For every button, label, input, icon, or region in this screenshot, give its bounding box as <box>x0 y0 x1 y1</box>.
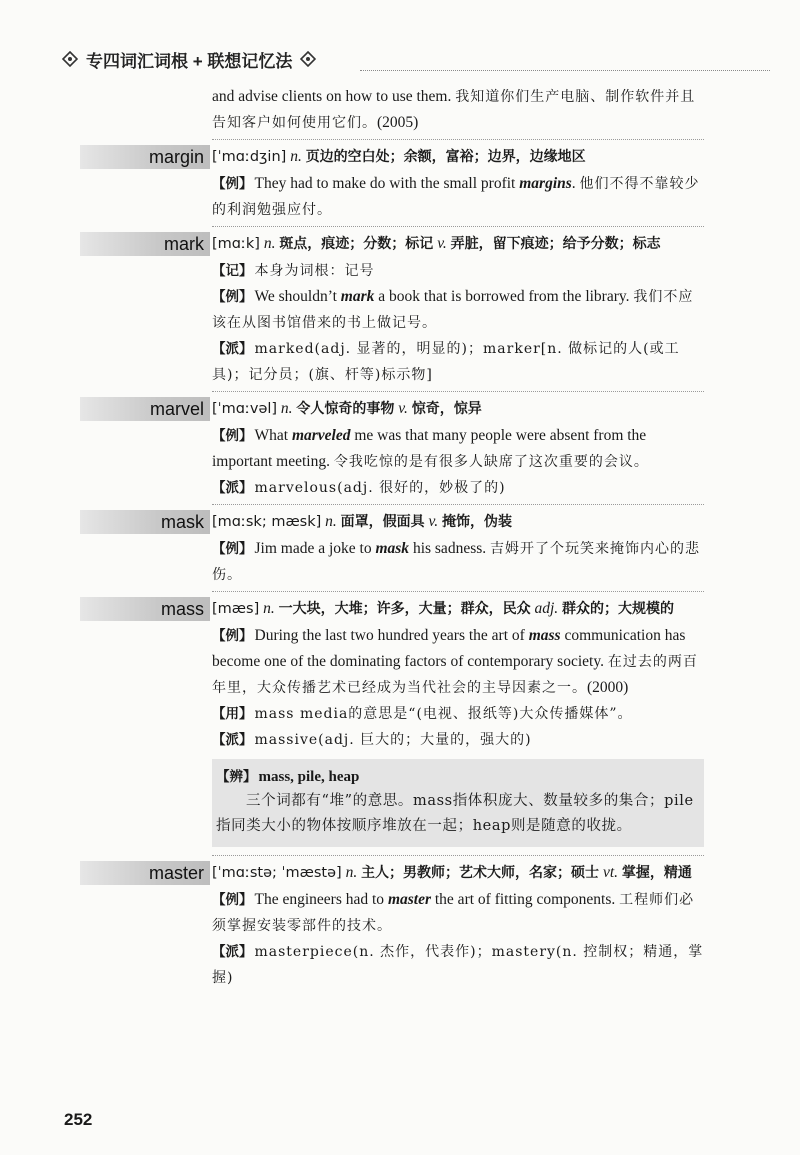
definition-text: 群众的；大规模的 <box>562 601 675 617</box>
example-text: his sadness. <box>412 540 487 557</box>
example-label: 【例】 <box>212 289 253 305</box>
example-translation: 吉姆开了个玩笑来掩饰内心的悲伤。 <box>212 541 701 583</box>
derived-label: 【派】 <box>212 480 253 496</box>
example-translation: 在过去的两百年里，大众传播艺术已经成为当代社会的主导因素之一。 <box>212 654 698 696</box>
example-label: 【例】 <box>212 428 253 444</box>
definition-text: 面罩，假面具 <box>340 514 425 530</box>
definition-text: 一大块，大堆；许多，大量；群众，民众 <box>278 601 531 617</box>
definition-text: 页边的空白处；余额，富裕；边界，边缘地区 <box>305 149 586 165</box>
usage-mass <box>212 701 704 727</box>
memory-label: 【记】 <box>212 263 253 279</box>
distinguish-words: mass, pile, heap <box>258 769 360 785</box>
derived-label: 【派】 <box>212 341 253 357</box>
distinguish-title <box>216 765 700 789</box>
example-text: . <box>571 175 576 192</box>
entry-margin <box>148 139 704 223</box>
part-of-speech: v. <box>398 400 408 417</box>
headword-master: master <box>80 861 210 885</box>
example-margin <box>212 171 704 223</box>
pronunciation: [mɑːk] <box>212 236 260 252</box>
example-text: Jim made a joke to <box>254 540 372 557</box>
example-label: 【例】 <box>212 892 253 908</box>
definition-margin <box>212 143 704 171</box>
intro-paragraph <box>212 84 704 136</box>
part-of-speech: adj. <box>534 600 559 617</box>
definition-text: 令人惊奇的事物 <box>296 401 395 417</box>
intro-year: (2005) <box>377 114 419 131</box>
derived-label: 【派】 <box>212 732 253 748</box>
example-marvel <box>212 423 704 475</box>
example-keyword: master <box>387 891 431 908</box>
example-master <box>212 887 704 939</box>
derived-text: marked(adj. 显著的，明显的)；marker[n. 做标记的人(或工具)；记分员；(旗、杆等)标示物] <box>212 341 680 383</box>
example-keyword: margins <box>519 175 572 192</box>
memory-mark <box>212 258 704 284</box>
derived-text: masterpiece(n. 杰作，代表作)；mastery(n. 控制权；精通，掌握) <box>212 944 704 986</box>
example-mass <box>212 623 704 701</box>
part-of-speech: n. <box>325 513 337 530</box>
part-of-speech: n. <box>345 864 358 881</box>
example-translation: 令我吃惊的是有很多人缺席了这次重要的会议。 <box>333 454 649 470</box>
usage-text: mass media的意思是“(电视、报纸等)大众传播媒体”。 <box>254 706 633 722</box>
example-mask <box>212 536 704 588</box>
diamond-ornament-icon <box>62 51 78 67</box>
example-translation: 我们不应该在从图书馆借来的书上做记号。 <box>212 289 694 331</box>
example-year: (2000) <box>587 679 629 696</box>
entry-master <box>148 855 704 991</box>
example-keyword: mask <box>375 540 410 557</box>
example-text: the art of fitting components. <box>434 891 616 908</box>
intro-english: and advise clients on how to use them. <box>212 88 452 105</box>
derived-mass <box>212 727 704 753</box>
example-keyword: mark <box>340 288 375 305</box>
usage-label: 【用】 <box>212 706 253 722</box>
definition-text: 掩饰，伪装 <box>442 514 513 530</box>
pronunciation: [ˈmɑːvəl] <box>212 401 278 417</box>
distinguish-box <box>212 759 704 847</box>
definition-marvel <box>212 395 704 423</box>
derived-text: massive(adj. 巨大的；大量的，强大的) <box>254 732 532 748</box>
definition-text: 惊奇，惊异 <box>411 401 482 417</box>
example-label: 【例】 <box>212 176 253 192</box>
part-of-speech: n. <box>280 400 293 417</box>
example-text: a book that is borrowed from the library. <box>378 288 630 305</box>
definition-master <box>212 859 704 887</box>
example-label: 【例】 <box>212 628 253 644</box>
headword-mark: mark <box>80 232 210 256</box>
pronunciation: [ˈmɑːstə; ˈmæstə] <box>212 865 342 881</box>
distinguish-body: 三个词都有“堆”的意思。mass指体积庞大、数量较多的集合；pile指同类大小的物体按顺序堆放在一起；heap则是随意的收拢。 <box>216 793 694 834</box>
example-text: The engineers had to <box>254 891 385 908</box>
entry-marvel <box>149 391 704 501</box>
example-keyword: marveled <box>291 427 351 444</box>
entry-mark <box>164 226 704 388</box>
headword-mass: mass <box>80 597 210 621</box>
example-keyword: mass <box>528 627 561 644</box>
derived-label: 【派】 <box>212 944 253 960</box>
example-translation: 工程师们必须掌握安装零部件的技术。 <box>212 892 695 934</box>
headword-margin: margin <box>80 145 210 169</box>
derived-master <box>212 939 704 991</box>
distinguish-label: 【辨】 <box>216 769 257 785</box>
part-of-speech: v. <box>437 235 447 252</box>
entry-mass <box>160 591 704 847</box>
example-text: What <box>254 427 289 444</box>
intro-chinese: 我知道你们生产电脑、制作软件并且告知客户如何使用它们。 <box>212 89 696 131</box>
derived-mark <box>212 336 704 388</box>
example-text: They had to make do with the small profit <box>254 175 516 192</box>
derived-text: marvelous(adj. 很好的，妙极了的) <box>254 480 506 496</box>
definition-mark <box>212 230 704 258</box>
part-of-speech: vt. <box>602 864 618 881</box>
example-translation: 他们不得不靠较少的利润勉强应付。 <box>212 176 700 218</box>
definition-text: 斑点，痕迹；分数；标记 <box>279 236 434 252</box>
definition-text: 掌握，精通 <box>621 865 692 881</box>
dictionary-content <box>148 84 704 991</box>
page-number: 252 <box>64 1110 93 1129</box>
header-dotted-rule <box>360 70 770 71</box>
pronunciation: [mæs] <box>212 601 260 617</box>
headword-mask: mask <box>80 510 210 534</box>
definition-text: 主人；男教师；艺术大师，名家；硕士 <box>361 865 600 881</box>
example-text: communication has become one of the dominating factors of contemporary society. <box>212 627 686 670</box>
example-text: me was that many people were absent from the important meeting. <box>212 427 647 470</box>
part-of-speech: n. <box>263 235 276 252</box>
memory-text: 本身为词根：记号 <box>254 263 375 279</box>
example-mark <box>212 284 704 336</box>
part-of-speech: n. <box>263 600 275 617</box>
example-text: During the last two hundred years the art of <box>254 627 525 644</box>
definition-mask <box>212 508 704 536</box>
pronunciation: [ˈmɑːdʒin] <box>212 149 287 165</box>
part-of-speech: n. <box>290 148 302 165</box>
headword-marvel: marvel <box>80 397 210 421</box>
diamond-ornament-icon <box>300 51 316 67</box>
derived-marvel <box>212 475 704 501</box>
pronunciation: [mɑːsk; mæsk] <box>212 514 322 530</box>
definition-mass <box>212 595 704 623</box>
entry-mask <box>160 504 704 588</box>
header-title: 专四词汇词根 + 联想记忆法 <box>86 51 293 71</box>
example-label: 【例】 <box>212 541 253 557</box>
part-of-speech: v. <box>428 513 439 530</box>
definition-text: 弄脏，留下痕迹；给予分数；标志 <box>450 236 661 252</box>
example-text: We shouldn’t <box>254 288 337 305</box>
